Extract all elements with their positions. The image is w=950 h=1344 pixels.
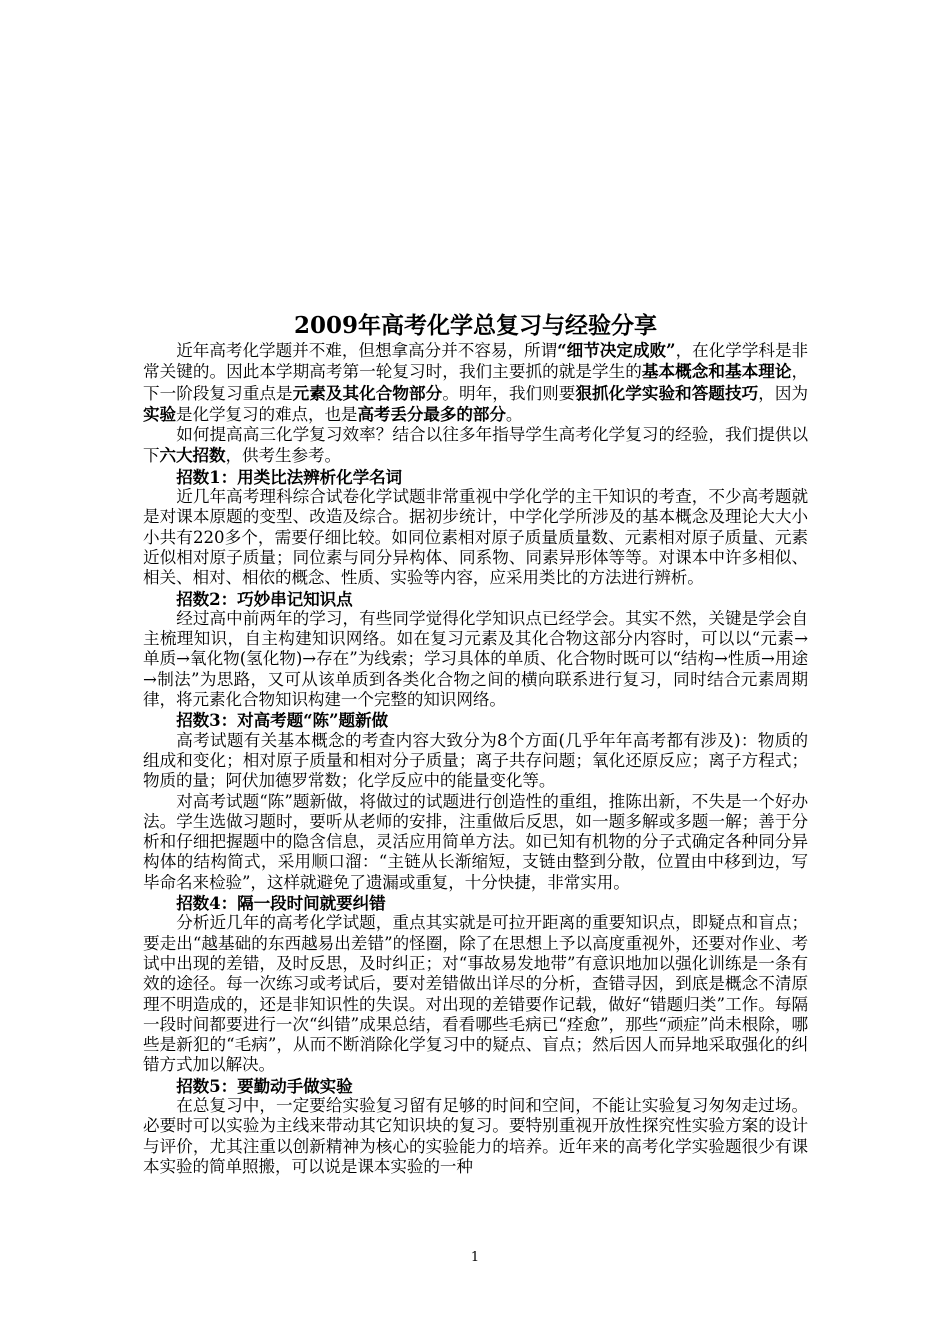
intro2-run-2: ，供考生参考。 <box>225 446 341 466</box>
section-heading-2: 招数2：巧妙串记知识点 <box>176 588 353 609</box>
section-1-paragraph-1: 近几年高考理科综合试卷化学试题非常重视中学化学的主干知识的考查，不少高考题就是对课本原题的变型、改造及综合。据初步统计，中学化学所涉及的基本概念及理论大大小小共有220多个，需要仔细比较。如同位素相对原子质量质量数、元素相对原子质量、元素近似相对原子质量；同位素与同分异构体、同系物、同素异形体等等。对课本中许多相似、相关、相对、相依的概念、性质、实验等内容，应采用类比的方法进行辨析。 <box>143 487 808 588</box>
intro-run-6: 。明年，我们则要 <box>442 383 576 403</box>
intro-paragraph <box>143 340 808 425</box>
section-4-paragraph-1: 分析近几年的高考化学试题，重点其实就是可拉开距离的重要知识点，即疑点和盲点；要走出“越基础的东西越易出差错”的怪圈，除了在思想上予以高度重视外，还要对作业、考试中出现的差错，及时反思，及时纠正；对“事故易发地带”有意识地加以强化训练是一条有效的途径。每一次练习或考试后，要对差错做出详尽的分析，查错寻因，到底是概念不清原理不明造成的，还是非知识性的失误。对出现的差错要作记载，做好“错题归类”工作。每隔一段时间都要进行一次“纠错”成果总结，看看哪些毛病已“痊愈”，那些“顽症”尚未根除，哪些是新犯的“毛病”，从而不断消除化学复习中的疑点、盲点；然后因人而异地采取强化的纠错方式加以解决。 <box>143 913 808 1075</box>
intro-run-11: 高考丢分最多的部分 <box>357 403 506 424</box>
intro-run-1: “细节决定成败” <box>557 340 676 360</box>
section-2-paragraph-1: 经过高中前两年的学习，有些同学觉得化学知识点已经学会。其实不然，关键是学会自主梳理知识，自主构建知识网络。如在复习元素及其化合物这部分内容时，可以以“元素→单质→氧化物(氢化物)→存在”为线索；学习具体的单质、化合物时既可以“结构→性质→用途→制法”为思路，又可从该单质到各类化合物之间的横向联系进行复习，同时结合元素周期律，将元素化合物知识构建一个完整的知识网络。 <box>143 608 808 710</box>
document-body <box>143 312 808 1177</box>
intro-run-0: 近年高考化学题并不难，但想拿高分并不容易，所谓 <box>176 341 558 360</box>
section-heading-5: 招数5：要勤动手做实验 <box>176 1075 353 1096</box>
section-3-paragraph-2: 对高考试题“陈”题新做，将做过的试题进行创造性的重组，推陈出新，不失是一个好办法。学生选做习题时，要听从老师的安排，注重做后反思，如一题多解或多题一解；善于分析和仔细把握题中的隐含信息，灵活应用简单方法。如已知有机物的分子式确定各种同分异构体的结构简式，采用顺口溜：“主链从长渐缩短，支链由整到分散，位置由中移到边，写毕命名来检验”，这样就避免了遗漏或重复，十分快捷，非常实用。 <box>143 791 808 892</box>
intro-run-9: 实验 <box>143 403 176 424</box>
intro2-run-1: 六大招数 <box>159 445 226 466</box>
document-title-text: 2009年高考化学总复习与经验分享 <box>293 312 657 339</box>
page-number: 1 <box>470 1250 480 1265</box>
intro-run-2: ，在化学学科是非常关键的。因此本学期高考第一轮复习时，我们主要抓的就是学生的 <box>143 341 809 382</box>
intro-run-7: 狠抓化学实验和答题技巧 <box>575 382 759 403</box>
intro-run-12: 。 <box>505 404 523 424</box>
section-3-paragraph-1: 高考试题有关基本概念的考查内容大致分为8个方面(几乎年年高考都有涉及)：物质的组成和变化；相对原子质量和相对分子质量；离子共存问题；氧化还原反应；离子方程式；物质的量；阿伏加德罗常数；化学反应中的能量变化等。 <box>143 730 808 791</box>
intro-run-5: 元素及其化合物部分 <box>292 382 443 403</box>
document-title <box>143 312 808 340</box>
intro-run-3: 基本概念和基本理论 <box>641 361 792 382</box>
intro-run-8: ，因为 <box>758 383 808 403</box>
intro-run-10: 是化学复习的难点，也是 <box>176 404 358 424</box>
section-heading-1: 招数1：用类比法辨析化学名词 <box>176 466 403 487</box>
section-heading-4: 招数4：隔一段时间就要纠错 <box>176 893 386 914</box>
section-5-paragraph-1: 在总复习中，一定要给实验复习留有足够的时间和空间，不能让实验复习匆匆走过场。必要时可以实验为主线来带动其它知识块的复习。要特别重视开放性探究性实验方案的设计与评价，尤其注重以创新精神为核心的实验能力的培养。近年来的高考化学实验题很少有课本实验的简单照搬，可以说是课本实验的一种 <box>143 1095 808 1176</box>
intro-run-4: ，下一阶段复习重点是 <box>143 362 808 403</box>
section-heading-3: 招数3：对高考题“陈”题新做 <box>176 710 388 731</box>
intro-paragraph-2 <box>143 425 808 467</box>
intro2-run-0: 如何提高高三化学复习效率？结合以往多年指导学生高考化学复习的经验，我们提供以下 <box>143 425 808 466</box>
